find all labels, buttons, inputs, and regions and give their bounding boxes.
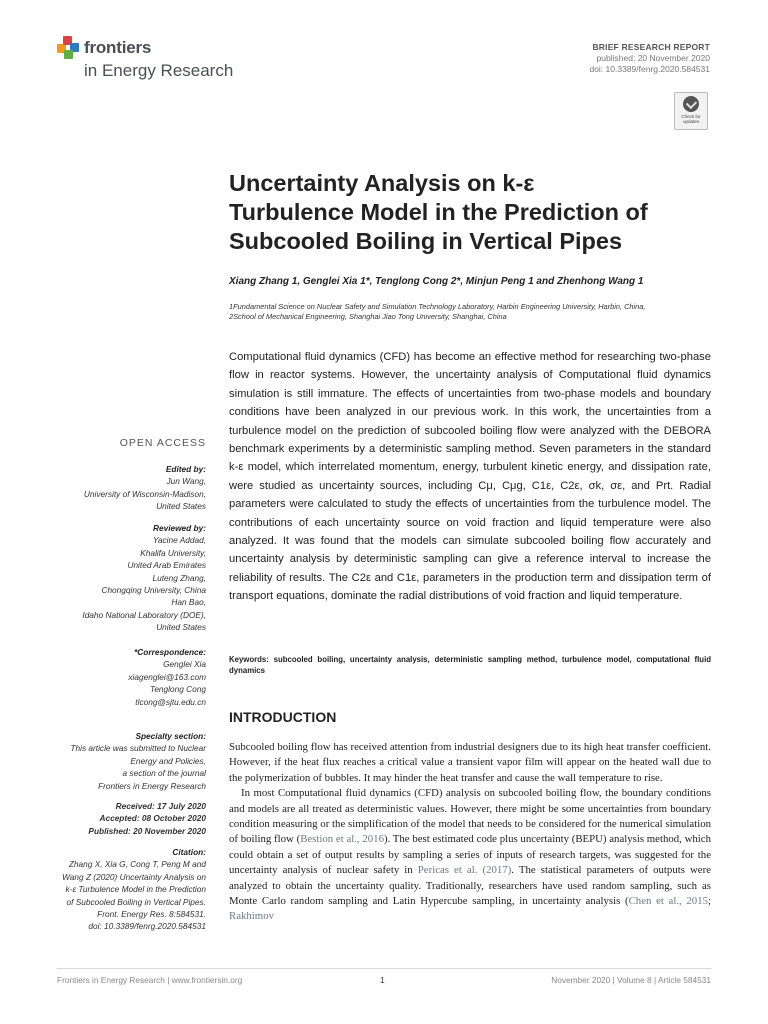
correspondent-email[interactable]: xiagenglei@163.com [128,671,206,682]
editor-line: Jun Wang, [166,476,206,487]
correspondent-name: Tenglong Cong [150,684,206,695]
citation-line: k-ε Turbulence Model in the Prediction [65,884,206,895]
frontiers-logo-icon [57,36,81,60]
reviewer-line: Han Bao, [171,597,206,608]
citation-line: of Subcooled Boiling in Vertical Pipes. [66,896,206,907]
keywords: Keywords: subcooled boiling, uncertainty analysis, deterministic sampling method, turbulence model, computational fluid dynamics [229,655,711,675]
title-line-1: Uncertainty Analysis on k-ε [229,170,535,196]
specialty-line: This article was submitted to Nuclear [70,743,206,754]
footer-article-info: November 2020 | Volume 8 | Article 584531 [551,975,711,985]
citation-section [40,846,206,933]
check-for-updates-button[interactable] [674,92,708,130]
received-date: Received: 17 July 2020 [115,801,206,811]
correspondence-heading: *Correspondence: [134,647,206,657]
report-type: BRIEF RESEARCH REPORT [592,42,710,52]
citation-line: Front. Energy Res. 8:584531. [97,909,206,920]
footer-journal-link[interactable]: Frontiers in Energy Research | www.frontiersin.org [57,975,243,985]
specialty-heading: Specialty section: [135,731,206,741]
specialty-section [40,730,206,792]
citation-line: Wang Z (2020) Uncertainty Analysis on [62,871,206,882]
abstract: Computational fluid dynamics (CFD) has become an effective method for researching two-phase flow in reactor systems. However, the uncertainty analysis of Computational fluid dynamics simulation is still immature. The effects of uncertainties from two-phase models and boundary conditions have been analyzed in our previous work. In this work, the uncertainties from a turbulence model on the prediction of subcooled boiling flow were analyzed with the DEBORA benchmark experiments by a deterministic sampling method. Seven parameters in the standard k-ε model, which interrelated momentum, energy, turbulent kinetic energy, and dissipation rate, were studied as uncertainty sources, including Cμ, Cμg, C1ε, C2ε, σk, σε, and Prt. Radial parameters were calculated to study the effects of uncertainties from the turbulence model. The contributions of each uncertainty source on void fraction and liquid temperature were also analyzed. It was found that the models can simulate subcooled boiling flow accurately and uncertainty analysis by deterministic sampling can give a reference interval to increase the reliability of results. The C2ε and C1ε, parameters in the production term and dissipation term of transport equations, dominate the radial distributions of void fraction and liquid temperature. [229,351,711,603]
introduction-body [229,740,711,925]
title-line-3: Subcooled Boiling in Vertical Pipes [229,228,623,254]
introduction-heading: INTRODUCTION [229,709,337,725]
citation-doi[interactable]: doi: 10.3389/fenrg.2020.584531 [88,921,206,932]
specialty-line: Frontiers in Energy Research [98,780,206,791]
reviewed-by-heading: Reviewed by: [152,523,206,533]
affiliation-1: 1Fundamental Science on Nuclear Safety and Simulation Technology Laboratory, Harbin Engineering University, Harbin, China, [229,302,646,311]
journal-name: in Energy Research [84,61,234,80]
reviewer-line: Khalifa University, [140,547,206,558]
article-title [229,169,729,256]
logo-wordmark: frontiers [84,38,152,57]
reviewed-by-section [40,522,206,634]
correspondent-email[interactable]: tlcong@sjtu.edu.cn [135,696,206,707]
published-date: published: 20 November 2020 [596,53,710,63]
citation-line: Zhang X, Xia G, Cong T, Peng M and [68,859,206,870]
reviewer-line: Luteng Zhang, [152,572,206,583]
edited-by-section [40,463,206,513]
correspondence-section [40,646,206,708]
specialty-line: Energy and Policies, [130,755,206,766]
reviewer-line: United Arab Emirates [127,560,206,571]
author-list: Xiang Zhang 1, Genglei Xia 1*, Tenglong Cong 2*, Minjun Peng 1 and Zhenhong Wang 1 [229,276,644,287]
reviewer-line: Chongqing University, China [101,585,206,596]
footer-divider [57,968,711,969]
reviewer-line: Yacine Addad, [152,535,206,546]
citation-link[interactable]: Rakhimov [229,910,274,923]
editor-line: University of Wisconsin-Madison, [83,488,206,499]
open-access-label: OPEN ACCESS [119,437,206,449]
reviewer-line: United States [156,622,206,633]
title-line-2: Turbulence Model in the Prediction of [229,199,648,225]
published-date-sidebar: Published: 20 November 2020 [88,825,206,836]
citation-link[interactable]: Bestion et al., 2016 [300,833,384,846]
report-meta [589,42,710,75]
affiliation-2: 2School of Mechanical Engineering, Shanghai Jiao Tong University, Shanghai, China [229,312,507,321]
paragraph: Subcooled boiling flow has received attention from industrial designers due to its high heat transfer coefficient. However, if the heat flux reaches a critical value a transient vapor film will appear on the heated wall due to the polymerization of bubbles. It may hinder the heat transfer and cause the wall temperature to rise. [229,741,711,784]
check-updates-label: Check for updates [681,114,701,124]
editor-line: United States [156,501,206,512]
reviewer-line: Idaho National Laboratory (DOE), [82,609,206,620]
specialty-line: a section of the journal [122,768,206,779]
doi-link[interactable]: doi: 10.3389/fenrg.2020.584531 [589,64,710,74]
edited-by-heading: Edited by: [165,464,206,474]
dates-section [40,800,206,837]
citation-heading: Citation: [172,847,206,857]
page-number: 1 [380,975,385,985]
paragraph: In most Computational fluid dynamics (CFD) analysis on subcooled boiling flow, the boundary conditions and models are all treated as deterministic values. However, there might be some uncertainties from boundary condition measuring or the simplification of the model that needs to be considered for the numerical simulation of boiling flow (Bestion et al., 2016). The best estimated code plus uncertainty (BEPU) analysis method, which could obtain a set of output results by sampling a series of inputs of research targets, was suggested for the uncertainty analysis of nuclear safety in Pericas et al. (2017). The statistical parameters of outputs were analyzed to obtain the uncertainty quality. Traditionally, researchers have used random sampling, such as Monte Carlo random sampling and Latin Hypercube sampling, in uncertainty analysis (Chen et al., 2015; Rakhimov [229,787,711,923]
journal-logo[interactable] [57,34,247,84]
citation-link[interactable]: Pericas et al. (2017) [417,864,512,877]
accepted-date: Accepted: 08 October 2020 [99,813,206,824]
affiliations [229,302,719,322]
correspondent-name: Genglei Xia [163,659,206,670]
citation-link[interactable]: Chen et al., 2015 [628,895,708,908]
check-updates-icon [683,96,699,112]
